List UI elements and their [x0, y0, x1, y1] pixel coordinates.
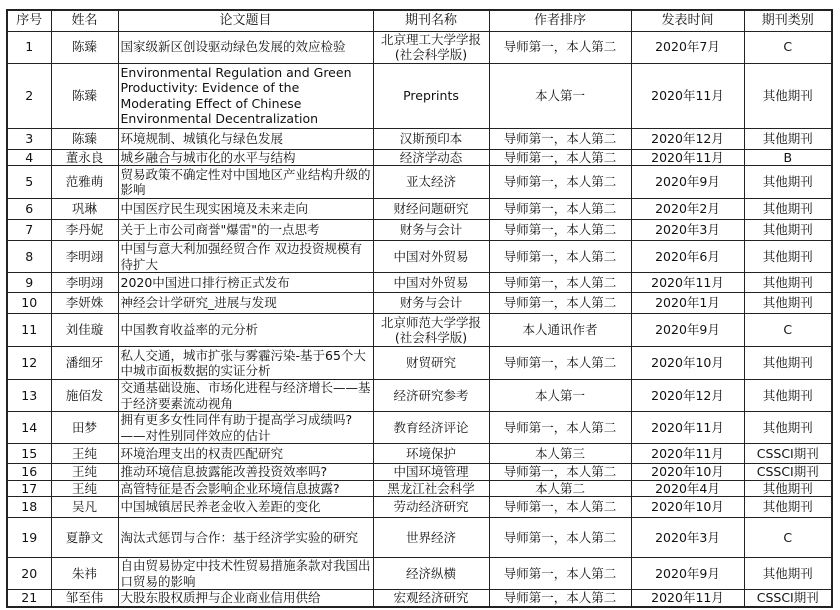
- publish-date: 2020年11月: [631, 273, 744, 293]
- table-row: [7, 220, 832, 241]
- journal-category: 其他期刊: [744, 497, 832, 518]
- table-row: [7, 241, 832, 273]
- publications-table: [6, 9, 833, 608]
- journal-category: 其他期刊: [744, 241, 832, 273]
- author-order: 导师第一，本人第二: [489, 128, 631, 149]
- paper-title: 2020中国进口排行榜正式发布: [118, 273, 373, 293]
- header-no: 序号: [7, 10, 51, 31]
- journal-category: C: [744, 31, 832, 63]
- table-row: [7, 380, 832, 412]
- author-order: 本人通讯作者: [489, 314, 631, 347]
- author-order: 导师第一，本人第二: [489, 220, 631, 241]
- row-number: 11: [7, 314, 51, 347]
- author-name: 潘细牙: [51, 347, 118, 380]
- author-name: 邹至伟: [51, 590, 118, 607]
- journal-category: 其他期刊: [744, 293, 832, 314]
- table-row: [7, 480, 832, 497]
- paper-title: 环境规制、城镇化与绿色发展: [118, 128, 373, 149]
- author-name: 李妍姝: [51, 293, 118, 314]
- header-date: 发表时间: [631, 10, 744, 31]
- author-name: 王纯: [51, 444, 118, 464]
- author-name: 陈臻: [51, 63, 118, 128]
- journal-name: 经济学动态: [373, 149, 489, 166]
- table-row: [7, 273, 832, 293]
- row-number: 6: [7, 199, 51, 220]
- journal-name: 财务与会计: [373, 220, 489, 241]
- header-name: 姓名: [51, 10, 118, 31]
- journal-name: 世界经济: [373, 518, 489, 558]
- row-number: 10: [7, 293, 51, 314]
- journal-category: 其他期刊: [744, 273, 832, 293]
- author-order: 导师第一，本人第二: [489, 149, 631, 166]
- publish-date: 2020年4月: [631, 480, 744, 497]
- journal-name: 财务与会计: [373, 293, 489, 314]
- row-number: 20: [7, 558, 51, 590]
- paper-title: 推动环境信息披露能改善投资效率吗?: [118, 464, 373, 481]
- row-number: 17: [7, 480, 51, 497]
- paper-title: 自由贸易协定中技术性贸易措施条款对我国出口贸易的影响: [118, 558, 373, 590]
- table-row: [7, 412, 832, 444]
- publish-date: 2020年10月: [631, 497, 744, 518]
- paper-title: 高管特征是否会影响企业环境信息披露?: [118, 480, 373, 497]
- journal-category: 其他期刊: [744, 63, 832, 128]
- publish-date: 2020年11月: [631, 590, 744, 607]
- publish-date: 2020年11月: [631, 444, 744, 464]
- journal-name: Preprints: [373, 63, 489, 128]
- author-name: 施佰发: [51, 380, 118, 412]
- header-author-order: 作者排序: [489, 10, 631, 31]
- paper-title: 神经会计学研究_进展与发现: [118, 293, 373, 314]
- author-name: 王纯: [51, 480, 118, 497]
- author-name: 范雅萌: [51, 166, 118, 199]
- publish-date: 2020年6月: [631, 241, 744, 273]
- publish-date: 2020年9月: [631, 166, 744, 199]
- journal-name: 黑龙江社会科学: [373, 480, 489, 497]
- table-row: [7, 63, 832, 128]
- table-row: [7, 149, 832, 166]
- table-row: [7, 314, 832, 347]
- author-name: 巩琳: [51, 199, 118, 220]
- row-number: 5: [7, 166, 51, 199]
- author-order: 导师第一，本人第二: [489, 558, 631, 590]
- table-row: [7, 347, 832, 380]
- author-order: 导师第一，本人第二: [489, 273, 631, 293]
- author-order: 本人第二: [489, 480, 631, 497]
- publish-date: 2020年12月: [631, 128, 744, 149]
- paper-title: 中国与意大利加强经贸合作 双边投资规模有待扩大: [118, 241, 373, 273]
- table-row: [7, 464, 832, 481]
- publish-date: 2020年10月: [631, 464, 744, 481]
- journal-category: 其他期刊: [744, 558, 832, 590]
- publish-date: 2020年10月: [631, 347, 744, 380]
- table-row: [7, 558, 832, 590]
- journal-category: C: [744, 314, 832, 347]
- row-number: 7: [7, 220, 51, 241]
- paper-title: 交通基础设施、市场化进程与经济增长——基于经济要素流动视角: [118, 380, 373, 412]
- publish-date: 2020年2月: [631, 199, 744, 220]
- journal-category: 其他期刊: [744, 480, 832, 497]
- table-row: [7, 518, 832, 558]
- author-name: 陈臻: [51, 31, 118, 63]
- table-row: [7, 497, 832, 518]
- author-name: 刘佳璇: [51, 314, 118, 347]
- author-order: 导师第一，本人第二: [489, 412, 631, 444]
- author-name: 李丹妮: [51, 220, 118, 241]
- paper-title: 淘汰式惩罚与合作：基于经济学实验的研究: [118, 518, 373, 558]
- row-number: 15: [7, 444, 51, 464]
- paper-title: 环境治理支出的权责匹配研究: [118, 444, 373, 464]
- header-title: 论文题目: [118, 10, 373, 31]
- row-number: 21: [7, 590, 51, 607]
- author-name: 朱祎: [51, 558, 118, 590]
- paper-title: 关于上市公司商誉"爆雷"的一点思考: [118, 220, 373, 241]
- author-name: 董永良: [51, 149, 118, 166]
- author-order: 导师第一，本人第二: [489, 166, 631, 199]
- author-name: 田梦: [51, 412, 118, 444]
- author-name: 李明翊: [51, 273, 118, 293]
- table-row: [7, 199, 832, 220]
- journal-category: C: [744, 518, 832, 558]
- journal-category: CSSCI期刊: [744, 590, 832, 607]
- author-order: 本人第一: [489, 380, 631, 412]
- row-number: 14: [7, 412, 51, 444]
- journal-category: 其他期刊: [744, 199, 832, 220]
- author-name: 陈臻: [51, 128, 118, 149]
- journal-category: 其他期刊: [744, 166, 832, 199]
- row-number: 13: [7, 380, 51, 412]
- paper-title: 国家级新区创设驱动绿色发展的效应检验: [118, 31, 373, 63]
- publish-date: 2020年1月: [631, 293, 744, 314]
- journal-category: CSSCI期刊: [744, 444, 832, 464]
- author-order: 导师第一，本人第二: [489, 590, 631, 607]
- publish-date: 2020年11月: [631, 412, 744, 444]
- row-number: 19: [7, 518, 51, 558]
- journal-name: 汉斯预印本: [373, 128, 489, 149]
- row-number: 2: [7, 63, 51, 128]
- author-order: 导师第一，本人第二: [489, 293, 631, 314]
- row-number: 12: [7, 347, 51, 380]
- journal-name: 财经问题研究: [373, 199, 489, 220]
- header-journal: 期刊名称: [373, 10, 489, 31]
- table-row: [7, 590, 832, 607]
- journal-category: 其他期刊: [744, 347, 832, 380]
- author-order: 导师第一，本人第二: [489, 241, 631, 273]
- author-name: 王纯: [51, 464, 118, 481]
- author-name: 李明翊: [51, 241, 118, 273]
- row-number: 9: [7, 273, 51, 293]
- table-row: [7, 31, 832, 63]
- paper-title: 中国教育收益率的元分析: [118, 314, 373, 347]
- row-number: 18: [7, 497, 51, 518]
- author-order: 导师第一，本人第二: [489, 347, 631, 380]
- author-order: 导师第一，本人第二: [489, 199, 631, 220]
- paper-title: 私人交通，城市扩张与雾霾污染-基于65个大中城市面板数据的实证分析: [118, 347, 373, 380]
- journal-name: 北京理工大学学报(社会科学版): [373, 31, 489, 63]
- paper-title: 城乡融合与城市化的水平与结构: [118, 149, 373, 166]
- row-number: 16: [7, 464, 51, 481]
- author-order: 本人第三: [489, 444, 631, 464]
- paper-title: Environmental Regulation and Green Productivity: Evidence of the Moderating Effect of Chinese Environmental Decentralization: [118, 63, 373, 128]
- journal-name: 北京师范大学学报(社会科学版): [373, 314, 489, 347]
- table-row: [7, 293, 832, 314]
- row-number: 3: [7, 128, 51, 149]
- publish-date: 2020年7月: [631, 31, 744, 63]
- publish-date: 2020年11月: [631, 149, 744, 166]
- publish-date: 2020年3月: [631, 220, 744, 241]
- table-header-row: [7, 10, 832, 31]
- journal-name: 经济纵横: [373, 558, 489, 590]
- publish-date: 2020年11月: [631, 63, 744, 128]
- journal-name: 亚太经济: [373, 166, 489, 199]
- journal-name: 中国环境管理: [373, 464, 489, 481]
- journal-category: CSSCI期刊: [744, 464, 832, 481]
- paper-title: 拥有更多女性同伴有助于提高学习成绩吗?——对性别同伴效应的估计: [118, 412, 373, 444]
- paper-title: 贸易政策不确定性对中国地区产业结构升级的影响: [118, 166, 373, 199]
- header-category: 期刊类别: [744, 10, 832, 31]
- author-order: 导师第一，本人第二: [489, 518, 631, 558]
- row-number: 1: [7, 31, 51, 63]
- paper-title: 中国医疗民生现实困境及未来走向: [118, 199, 373, 220]
- author-order: 本人第一: [489, 63, 631, 128]
- author-order: 导师第一，本人第二: [489, 31, 631, 63]
- publish-date: 2020年9月: [631, 558, 744, 590]
- journal-name: 中国对外贸易: [373, 273, 489, 293]
- publish-date: 2020年9月: [631, 314, 744, 347]
- author-order: 导师第一，本人第二: [489, 464, 631, 481]
- journal-name: 教育经济评论: [373, 412, 489, 444]
- journal-category: 其他期刊: [744, 380, 832, 412]
- journal-name: 经济研究参考: [373, 380, 489, 412]
- table-row: [7, 166, 832, 199]
- author-name: 吴凡: [51, 497, 118, 518]
- journal-category: B: [744, 149, 832, 166]
- table-row: [7, 128, 832, 149]
- publish-date: 2020年3月: [631, 518, 744, 558]
- journal-name: 财贸研究: [373, 347, 489, 380]
- author-order: 导师第一，本人第二: [489, 497, 631, 518]
- journal-name: 中国对外贸易: [373, 241, 489, 273]
- journal-category: 其他期刊: [744, 412, 832, 444]
- paper-title: 大股东股权质押与企业商业信用供给: [118, 590, 373, 607]
- table-row: [7, 444, 832, 464]
- row-number: 8: [7, 241, 51, 273]
- journal-name: 环境保护: [373, 444, 489, 464]
- paper-title: 中国城镇居民养老金收入差距的变化: [118, 497, 373, 518]
- journal-category: 其他期刊: [744, 128, 832, 149]
- publish-date: 2020年12月: [631, 380, 744, 412]
- journal-category: 其他期刊: [744, 220, 832, 241]
- journal-name: 宏观经济研究: [373, 590, 489, 607]
- author-name: 夏静文: [51, 518, 118, 558]
- row-number: 4: [7, 149, 51, 166]
- journal-name: 劳动经济研究: [373, 497, 489, 518]
